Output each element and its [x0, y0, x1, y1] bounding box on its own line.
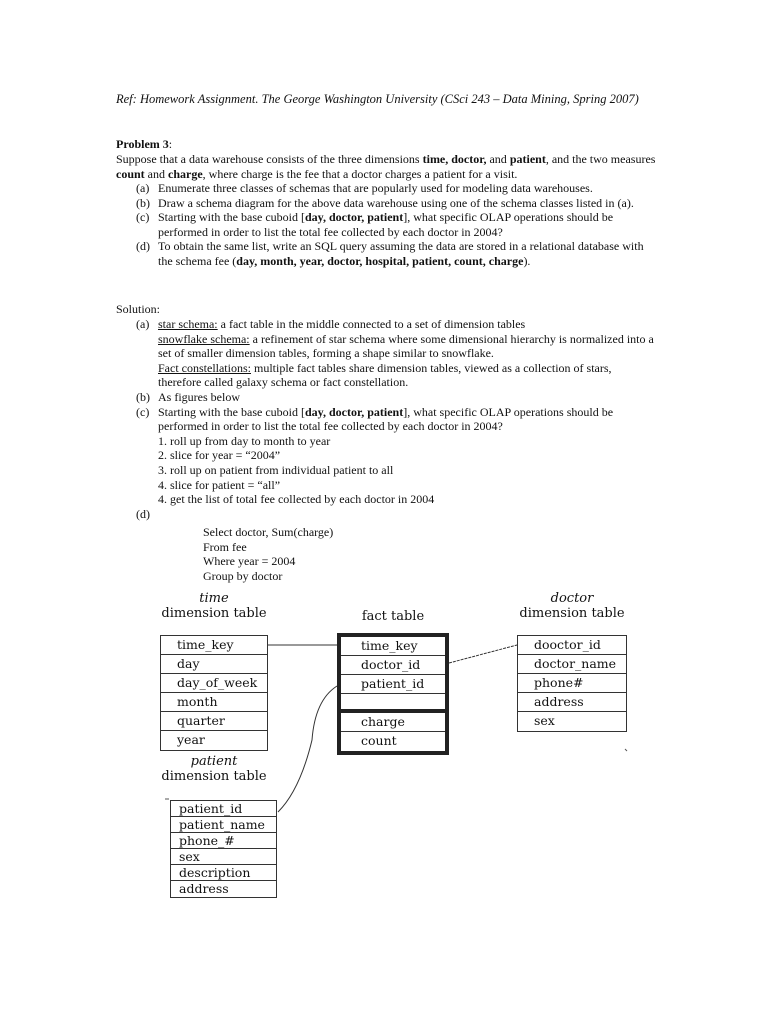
olap-step: 2. slice for year = “2004” [158, 448, 281, 463]
table-row: charge [341, 713, 445, 732]
item-text-post: ], what specific OLAP operations should be performed in order to list the total fee collected by each doctor in 2004? [158, 404, 614, 434]
table-row: patient_id [171, 801, 276, 817]
solution-c-question [158, 405, 656, 434]
table-row: phone# [518, 674, 626, 693]
snowflake-schema-term: snowflake schema: [158, 331, 250, 346]
problem-item-c [136, 210, 656, 239]
table-row: description [171, 865, 276, 881]
item-text-post: ], what specific OLAP operations should be performed in order to list the total fee collected by each doctor in 2004? [158, 210, 614, 239]
star-schema-def [158, 317, 656, 332]
doctor-dangling-mark [625, 749, 627, 751]
solution-item-a [136, 317, 656, 390]
olap-step: 4. slice for patient = “all” [158, 477, 281, 492]
intro-bold-term: count [116, 166, 145, 181]
olap-steps [158, 434, 656, 507]
item-label: (c) [136, 404, 150, 419]
sql-query [203, 525, 333, 583]
table-row: day_of_week [161, 674, 267, 693]
table-row: quarter [161, 712, 267, 731]
problem-title: Problem 3: [116, 137, 173, 151]
sql-line: Select doctor, Sum(charge) [203, 525, 334, 539]
item-text-bold: day, doctor, patient [304, 210, 404, 225]
item-text-pre: To obtain the same list, write an SQL query assuming the data are stored in a relational database with the schema fee ( [158, 239, 644, 268]
solution-item-b [136, 390, 656, 405]
item-text-pre: Starting with the base cuboid [ [158, 210, 305, 225]
star-schema-term: star schema: [158, 317, 218, 331]
intro-text: , where charge is the fee that a doctor charges a patient for a visit. [202, 166, 518, 181]
doctor-table-name: doctor [550, 591, 594, 606]
snowflake-schema-def [158, 332, 656, 361]
item-text-bold: day, doctor, patient [304, 404, 404, 419]
olap-step: 3. roll up on patient from individual patient to all [158, 462, 394, 477]
table-row: patient_name [171, 817, 276, 833]
solution-items [136, 317, 656, 521]
patient-table-caption: dimension table [161, 768, 267, 784]
time-dimension-table [160, 635, 268, 751]
problem-title-text: Problem 3 [116, 137, 169, 151]
intro-text: and [144, 166, 168, 181]
intro-bold-term: charge [168, 166, 203, 181]
problem-intro [116, 152, 676, 181]
intro-text: and [486, 152, 510, 166]
table-row: phone_# [171, 833, 276, 849]
table-row: address [518, 693, 626, 712]
problem-item-d [136, 239, 656, 268]
problem-item-a [136, 181, 656, 196]
patient-dimension-table [170, 800, 277, 898]
item-label: (c) [136, 210, 150, 225]
patient-table-title [160, 755, 268, 784]
item-label: (a) [136, 181, 150, 195]
item-label: (b) [136, 389, 150, 404]
solution-item-c [136, 405, 656, 507]
table-row: doctor_name [518, 655, 626, 674]
item-text: Enumerate three classes of schemas that are popularly used for modeling data warehouses. [158, 181, 593, 195]
item-label: (a) [136, 317, 150, 331]
table-row: patient_id [341, 675, 445, 694]
item-label: (b) [136, 195, 150, 210]
olap-step: 1. roll up from day to month to year [158, 433, 331, 448]
fact-table [337, 633, 449, 755]
item-text-bold: day, month, year, doctor, hospital, patient, count, charge [236, 253, 524, 268]
sql-line: From fee [203, 539, 247, 554]
fact-constellation-text: multiple fact tables share dimension tables, viewed as a collection of stars, therefore called galaxy schema or fact constellation. [158, 360, 612, 390]
time-table-name: time [199, 591, 229, 606]
item-text: As figures below [158, 389, 240, 404]
doctor-dimension-table [517, 635, 627, 732]
item-label: (d) [136, 239, 150, 254]
table-row: time_key [341, 637, 445, 656]
table-row: year [177, 732, 205, 747]
table-row [341, 694, 445, 713]
solution-title: Solution: [116, 302, 161, 316]
olap-step: 4. get the list of total fee collected by each doctor in 2004 [158, 492, 435, 507]
item-label: (d) [136, 506, 150, 521]
intro-bold-term: patient [509, 152, 546, 166]
snowflake-schema-text: a refinement of star schema where some dimensional hierarchy is normalized into a set of smaller dimension tables, forming a shape similar to snowflake. [158, 331, 654, 361]
table-row: count [361, 733, 397, 748]
item-text-post: ). [523, 253, 531, 268]
intro-text: , and the two measures [545, 152, 656, 166]
table-row: doctor_id [341, 656, 445, 675]
item-text-pre: Starting with the base cuboid [ [158, 404, 305, 419]
fact-table-title: fact table [361, 609, 425, 624]
item-text: Draw a schema diagram for the above data warehouse using one of the schema classes listed in (a). [158, 195, 634, 210]
doctor-table-caption: dimension table [519, 605, 625, 621]
fact-doctor-connector [449, 645, 517, 663]
table-row: day [161, 655, 267, 674]
table-row: address [179, 881, 229, 896]
star-schema-text: a fact table in the middle connected to a set of dimension tables [217, 317, 526, 331]
table-row: sex [534, 713, 555, 728]
time-table-title [160, 592, 268, 621]
problem-item-b [136, 196, 656, 211]
fact-constellation-def [158, 361, 656, 390]
doctor-table-title [517, 592, 627, 621]
table-row: time_key [161, 636, 267, 655]
problem-items [136, 181, 656, 269]
reference-line: Ref: Homework Assignment. The George Washington University (CSci 243 – Data Mining, Spring 2007) [116, 92, 639, 106]
intro-text: Suppose that a data warehouse consists of the three dimensions [116, 152, 423, 166]
time-table-caption: dimension table [161, 605, 267, 621]
sql-line: Where year = 2004 [203, 554, 296, 569]
patient-table-name: patient [190, 754, 238, 769]
solution-item-d [136, 507, 656, 522]
sql-line: Group by doctor [203, 568, 283, 583]
intro-bold-term: time, doctor, [422, 152, 487, 166]
fact-patient-connector [278, 686, 337, 812]
table-row: dooctor_id [518, 636, 626, 655]
table-row: sex [171, 849, 276, 865]
fact-constellation-term: Fact constellations: [158, 360, 251, 375]
table-row: month [161, 693, 267, 712]
